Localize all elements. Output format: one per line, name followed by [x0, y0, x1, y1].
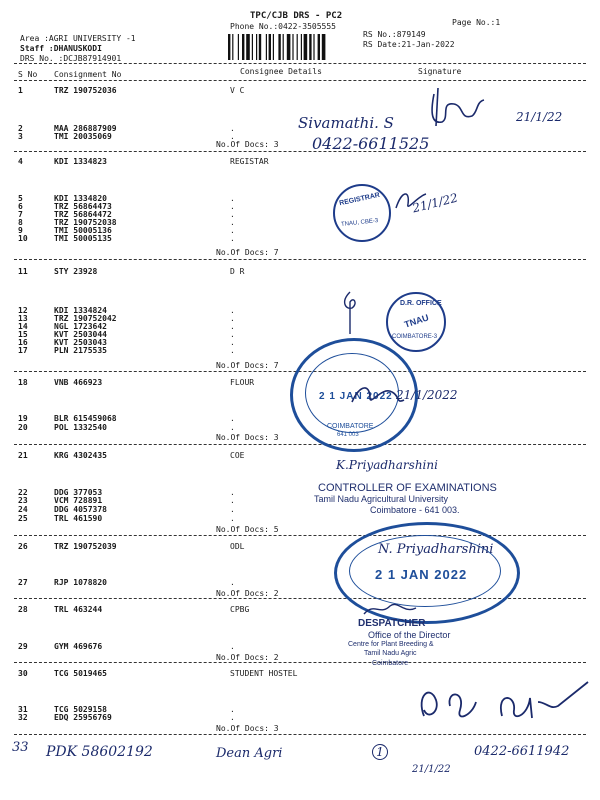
doc-count: No.Of Docs: 7 — [216, 248, 279, 257]
despatcher-stamp-line: DESPATCHER — [358, 618, 426, 629]
coe-stamp-line: CONTROLLER OF EXAMINATIONS — [318, 482, 497, 494]
col-signature: Signature — [418, 67, 462, 76]
stamp-text: COIMBATORE-3 — [392, 334, 438, 340]
signature-name: K.Priyadharshini — [336, 458, 438, 472]
signature-scribble — [348, 378, 408, 412]
signature-scribble — [336, 288, 366, 338]
doc-count: No.Of Docs: 3 — [216, 724, 279, 733]
stamp-text: COIMBATORE — [327, 423, 374, 430]
doc-count: No.Of Docs: 2 — [216, 653, 279, 662]
barcode — [228, 34, 352, 60]
despatcher-stamp-line: Coimbatore — [372, 660, 409, 667]
signature-date: 21/1/22 — [516, 110, 563, 124]
signature-scribble — [410, 676, 590, 736]
handwritten-count: 1 — [372, 744, 388, 760]
stamp-text: REGISTRAR — [338, 191, 381, 208]
coe-stamp-line: Coimbatore - 641 003. — [370, 505, 460, 515]
handwritten-row-number: 33 — [12, 740, 29, 755]
signature-name: N. Priyadharshini — [378, 542, 494, 557]
despatcher-stamp-line: Centre for Plant Breeding & — [348, 641, 434, 648]
registrar-stamp — [333, 184, 391, 242]
col-consignment: Consignment No — [54, 70, 122, 79]
divider — [14, 63, 586, 64]
document-title: TPC/CJB DRS - PC2 — [250, 11, 343, 21]
stamp-date: 2 1 JAN 2022 — [319, 391, 393, 402]
signature-date: 21/1/22 — [410, 190, 460, 216]
divider — [14, 151, 586, 152]
handwritten-consignee: Dean Agri — [216, 746, 283, 761]
doc-count: No.Of Docs: 5 — [216, 525, 279, 534]
divider — [14, 535, 586, 536]
page-number: Page No.:1 — [452, 18, 501, 27]
signature-scribble — [392, 186, 432, 216]
signature-name: Sivamathi. S — [298, 114, 394, 132]
signature-scribble — [360, 600, 420, 620]
signature-scribble — [420, 84, 500, 132]
coe-stamp-line: Tamil Nadu Agricultural University — [314, 494, 449, 504]
handwritten-consignment: PDK 58602192 — [46, 744, 153, 760]
doc-count: No.Of Docs: 2 — [216, 589, 279, 598]
divider — [14, 80, 586, 81]
divider — [14, 662, 586, 663]
dr-office-stamp — [386, 292, 446, 352]
stamp-text: TNAU — [403, 312, 430, 330]
stamp-text: 641 003 — [337, 432, 359, 438]
despatcher-stamp-line: Office of the Director — [368, 630, 451, 640]
signature-date: 21/1/2022 — [396, 388, 458, 402]
despatcher-stamp-line: Tamil Nadu Agric — [364, 650, 417, 657]
stamp-text: TNAU, CBE-3 — [340, 218, 379, 228]
phone-number: Phone No.:0422-3505555 — [230, 22, 336, 31]
col-sno: S No — [18, 70, 38, 79]
doc-count: No.Of Docs: 7 — [216, 361, 279, 370]
signature-phone: 0422-6611525 — [312, 134, 430, 153]
staff-field: Staff :DHANUSKODI — [20, 44, 102, 53]
handwritten-phone: 0422-6611942 — [474, 744, 570, 759]
rs-date: RS Date:21-Jan-2022 — [363, 40, 455, 49]
stamp-text: D.R. OFFICE — [400, 300, 442, 307]
rs-number: RS No.:879149 — [363, 30, 426, 39]
divider — [14, 444, 586, 445]
handwritten-date: 21/1/22 — [412, 764, 451, 775]
doc-count: No.Of Docs: 3 — [216, 433, 279, 442]
stamp-date: 2 1 JAN 2022 — [375, 567, 468, 582]
doc-count: No.Of Docs: 3 — [216, 140, 279, 149]
area-field: Area :AGRI UNIVERSITY -1 — [20, 34, 136, 43]
divider — [14, 259, 586, 260]
drs-number: DRS No. :DCJB87914901 — [20, 54, 122, 63]
col-consignee: Consignee Details — [240, 67, 322, 76]
